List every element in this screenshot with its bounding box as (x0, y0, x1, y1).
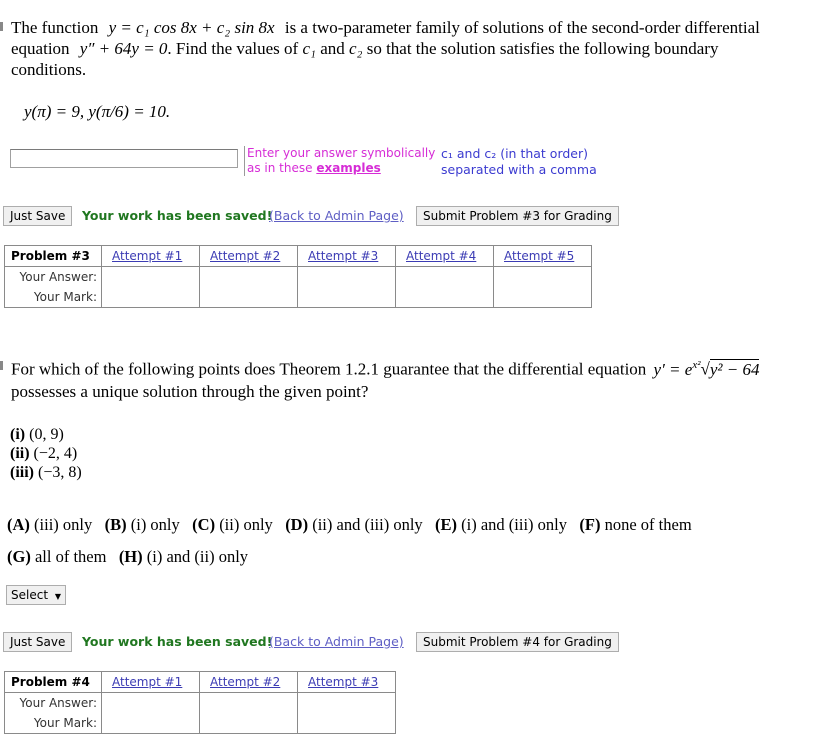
table-cell (494, 267, 592, 288)
attempt-link-4[interactable]: Attempt #4 (396, 246, 494, 267)
chevron-down-icon: ▼ (54, 592, 62, 601)
problem-3-statement (11, 17, 821, 80)
option-label: (F) (579, 515, 601, 534)
table-cell (102, 713, 200, 734)
choices-row-2 (7, 547, 248, 567)
option-label: (D) (285, 515, 309, 534)
table-cell (200, 287, 298, 308)
differential-equation: y″ + 64y = 0 (79, 39, 168, 58)
table-cell (200, 267, 298, 288)
option-text: (ii) only (219, 515, 273, 534)
solution-family: y = c₁ cos 8x + c₂ sin 8x (108, 18, 275, 37)
hint-text: c₁ and c₂ (in that order) (441, 146, 589, 161)
saved-message: Your work has been saved! (82, 634, 273, 649)
option-text: (i) and (iii) only (461, 515, 568, 534)
hint-text: as in these (247, 161, 317, 175)
back-to-admin-link[interactable]: (Back to Admin Page) (269, 634, 404, 649)
table-cell (396, 287, 494, 308)
table-cell (102, 267, 200, 288)
problem-marker (0, 22, 3, 31)
choices-row-1 (7, 515, 692, 535)
hint-text: Enter your answer symbolically (247, 146, 436, 160)
answer-input[interactable] (10, 149, 238, 168)
option-text: (ii) and (iii) only (312, 515, 423, 534)
select-value: Select (11, 588, 49, 602)
ode-radicand: y² − 64 (709, 359, 760, 379)
ode-lhs: y′ = e (653, 359, 693, 379)
list-item (10, 463, 82, 482)
submit-problem-3-button[interactable]: Submit Problem #3 for Grading (416, 206, 619, 226)
just-save-button[interactable]: Just Save (3, 632, 72, 652)
problem-4-statement (11, 355, 823, 380)
option-text: (i) and (ii) only (146, 547, 249, 566)
point-label: (ii) (10, 445, 30, 462)
list-item (10, 444, 82, 463)
saved-message: Your work has been saved! (82, 208, 273, 223)
statement-text: equation (11, 39, 70, 58)
point-label: (iii) (10, 464, 34, 481)
c1-symbol: c₁ (302, 39, 316, 58)
option-label: (C) (192, 515, 216, 534)
your-answer-label: Your Answer: (5, 693, 102, 714)
your-answer-label: Your Answer: (5, 267, 102, 288)
table-header: Problem #3 (5, 246, 102, 267)
just-save-button[interactable]: Just Save (3, 206, 72, 226)
points-list (10, 425, 82, 482)
attempt-link-2[interactable]: Attempt #2 (200, 672, 298, 693)
ode-exponent: x² (692, 359, 701, 371)
attempt-link-2[interactable]: Attempt #2 (200, 246, 298, 267)
answer-order-hint (441, 146, 597, 178)
your-mark-label: Your Mark: (5, 287, 102, 308)
option-label: (A) (7, 515, 30, 534)
table-cell (396, 267, 494, 288)
point-value: (0, 9) (29, 426, 64, 443)
option-label: (H) (118, 547, 143, 566)
table-cell (102, 693, 200, 714)
table-cell (298, 693, 396, 714)
attempt-link-1[interactable]: Attempt #1 (102, 246, 200, 267)
table-cell (298, 267, 396, 288)
table-header: Problem #4 (5, 672, 102, 693)
statement-text: and (320, 39, 345, 58)
table-cell (102, 287, 200, 308)
table-cell (494, 287, 592, 308)
option-text: (iii) only (34, 515, 93, 534)
problem-marker (0, 361, 3, 370)
attempt-link-3[interactable]: Attempt #3 (298, 246, 396, 267)
table-cell (298, 713, 396, 734)
attempts-table-problem-3 (4, 245, 592, 308)
option-text: (i) only (130, 515, 180, 534)
attempt-link-3[interactable]: Attempt #3 (298, 672, 396, 693)
back-to-admin-link[interactable]: (Back to Admin Page) (269, 208, 404, 223)
attempts-table-problem-4 (4, 671, 396, 734)
list-item (10, 425, 82, 444)
symbolic-hint (244, 146, 435, 176)
statement-text: is a two-parameter family of solutions of the second-order differential (284, 18, 760, 37)
point-value: (−3, 8) (38, 464, 82, 481)
statement-text: so that the solution satisfies the following boundary (366, 39, 719, 58)
hint-text: separated with a comma (441, 162, 597, 177)
statement-text: For which of the following points does Theorem 1.2.1 guarantee that the differential equation (11, 359, 647, 379)
statement-text: conditions. (11, 60, 87, 79)
option-label: (E) (435, 515, 458, 534)
submit-problem-4-button[interactable]: Submit Problem #4 for Grading (416, 632, 619, 652)
table-cell (200, 713, 298, 734)
option-label: (G) (7, 547, 31, 566)
statement-text: possesses a unique solution through the given point? (11, 382, 369, 401)
point-value: (−2, 4) (33, 445, 78, 462)
your-mark-label: Your Mark: (5, 713, 102, 734)
table-cell (200, 693, 298, 714)
attempt-link-1[interactable]: Attempt #1 (102, 672, 200, 693)
examples-link[interactable]: examples (316, 161, 381, 175)
table-cell (298, 287, 396, 308)
option-text: none of them (604, 515, 692, 534)
sqrt-icon: √ (700, 359, 710, 379)
statement-text: The function (11, 18, 99, 37)
statement-text: . Find the values of (167, 39, 299, 58)
attempt-link-5[interactable]: Attempt #5 (494, 246, 592, 267)
answer-select[interactable] (6, 585, 66, 605)
option-text: all of them (34, 547, 107, 566)
point-label: (i) (10, 426, 26, 443)
option-label: (B) (104, 515, 127, 534)
c2-symbol: c₂ (348, 39, 363, 58)
boundary-conditions: y(π) = 9, y(π/6) = 10. (24, 102, 171, 121)
